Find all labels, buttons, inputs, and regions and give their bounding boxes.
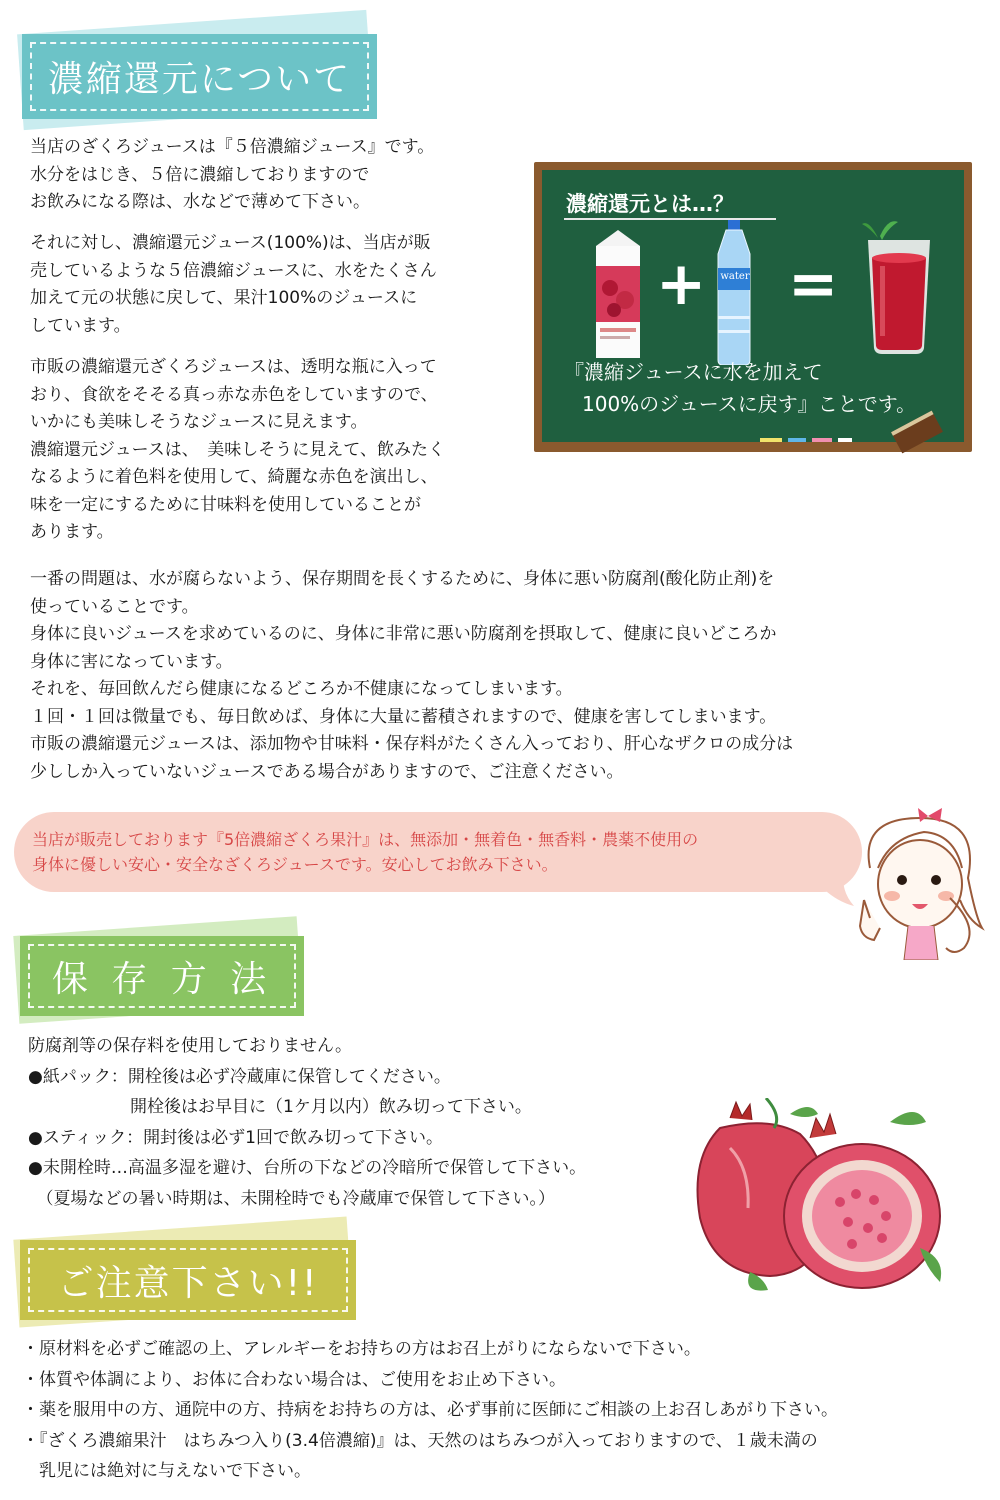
speech-bubble-text: 当店が販売しております『5倍濃縮ざくろ果汁』は、無添加・無着色・無香料・農薬不使用の 身体に優しい安心・安全なざくろジュースです。安心してお飲み下さい。 [32, 830, 699, 874]
blackboard-title: 濃縮還元とは…？ [566, 192, 734, 216]
heading-storage [10, 918, 306, 1022]
chalk-pink [812, 438, 832, 442]
girl-illustration [850, 808, 990, 960]
blackboard [534, 162, 972, 452]
blackboard-caption-1: 『濃縮ジュースに水を加えて [564, 360, 823, 384]
heading-caution [10, 1220, 358, 1324]
water-bottle-icon [712, 220, 756, 365]
heading-title: 保 存 方 法 [51, 958, 273, 1000]
blackboard-caption-2: 100%のジュースに戻す』ことです。 [582, 392, 917, 416]
intro-paragraph-1: 当店のざくろジュースは『５倍濃縮ジュース』です。 水分をはじき、５倍に濃縮しておりますので お飲みになる際は、水などで薄めて下さい。 [30, 137, 435, 212]
heading-box [20, 936, 304, 1016]
juice-carton-icon [590, 228, 646, 360]
juice-glass-icon [858, 216, 938, 356]
chalk-white [838, 438, 852, 442]
heading-title: ご注意下さい!! [57, 1262, 319, 1304]
blackboard-surface [542, 170, 964, 442]
chalk-blue [788, 438, 806, 442]
heading-box [22, 34, 377, 119]
intro-paragraph-2: それに対し、濃縮還元ジュース(100%)は、当店が販 売しているような５倍濃縮ジュースに、水をたくさん 加えて元の状態に戻して、果汁100%のジュースに しています。 [30, 233, 437, 336]
heading-box [20, 1240, 356, 1320]
heading-concentrate [12, 14, 382, 124]
eraser-icon [891, 411, 943, 454]
speech-bubble [14, 812, 862, 892]
problem-paragraph: 一番の問題は、水が腐らないよう、保存期間を長くするために、身体に悪い防腐剤(酸化防止剤)を 使っていることです。 身体に良いジュースを求めているのに、身体に非常に悪い防腐剤を摂取して、健康に良いどころか 身体に害になっています。 それを、毎回飲んだら健康になるどころか不健康になってしまいます。 １回・１回は微量でも、毎日飲めば、身体に大量に蓄積されますので、健康を害してしまいます。 市販の濃縮還元ジュースは、添加物や甘味料・保存料がたくさん入っており、肝心なザクロの成分は 少ししか入っていないジュースである場合がありますので、ご注意ください。 [30, 569, 794, 782]
water-bottle-label: water [720, 271, 750, 282]
intro-paragraph-3: 市販の濃縮還元ざくろジュースは、透明な瓶に入って おり、食欲をそそる真っ赤な赤色をしていますので、 いかにも美味しそうなジュースに見えます。 濃縮還元ジュースは、 美味しそうに見えて、飲みたく なるように着色料を使用して、綺麗な赤色を演出し、 味を一定にするために甘味料を使用していることが あります。 [30, 357, 445, 542]
storage-instructions: 防腐剤等の保存料を使用しておりません。 ●紙パック：開栓後は必ず冷蔵庫に保管してください。 開栓後はお早目に（1ケ月以内）飲み切って下さい。 ●スティック：開封後は必ず1回で飲み切って下さい。 ●未開栓時…高温多湿を避け、台所の下などの冷暗所で保管して下さい。 （夏場などの暑い時期は、未開栓時でも冷蔵庫で保管して下さい。） [28, 1036, 587, 1209]
plus-sign: + [656, 249, 707, 319]
equals-sign: = [788, 249, 839, 319]
pomegranate-illustration [690, 1098, 950, 1298]
heading-title: 濃縮還元について [47, 59, 352, 100]
chalk-yellow [760, 438, 782, 442]
caution-list: ・原材料を必ずご確認の上、アレルギーをお持ちの方はお召上がりにならないで下さい。 ・体質や体調により、お体に合わない場合は、ご使用をお止め下さい。 ・薬を服用中の方、通院中の方、持病をお持ちの方は、必ず事前に医師にご相談の上お召しあがり下さい。 ・『ざくろ濃縮果汁 はちみつ入り(3.4倍濃縮)』は、天然のはちみつが入っておりますので、１歳未満の 乳児には絶対に与えないで下さい。 [22, 1339, 838, 1481]
